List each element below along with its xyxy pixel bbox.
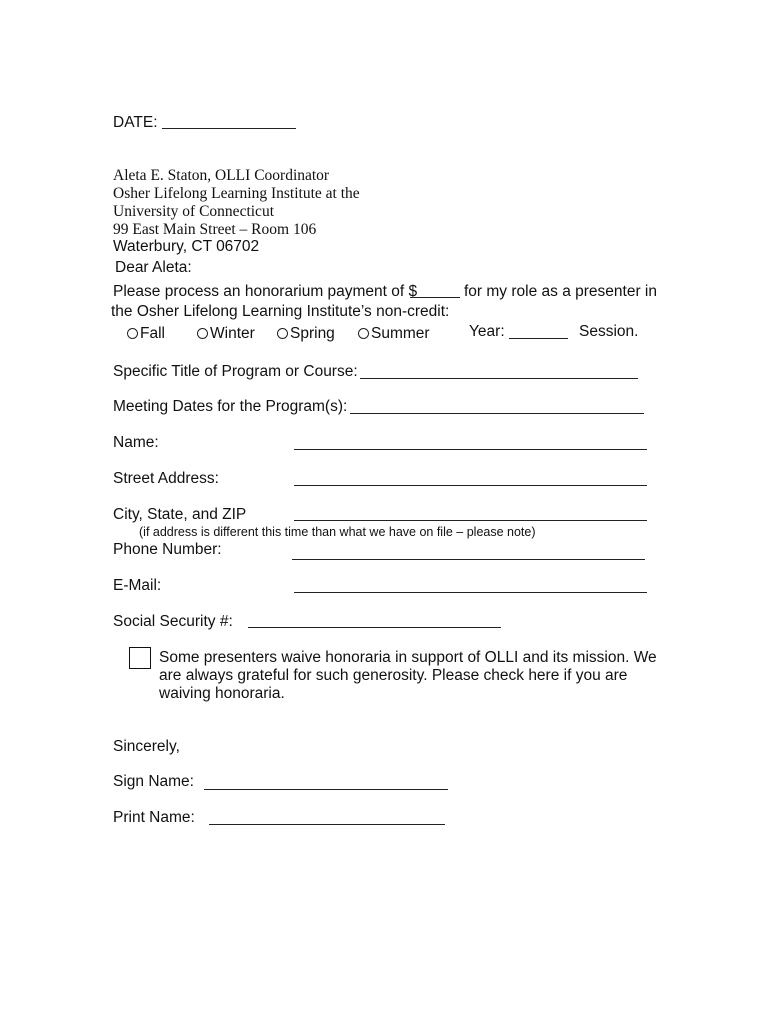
email-field[interactable] <box>294 592 647 593</box>
phone-field[interactable] <box>292 559 645 560</box>
radio-circle-icon[interactable] <box>197 328 208 339</box>
term-spring-option[interactable] <box>277 325 335 343</box>
waive-text-line-2: are always grateful for such generosity. Please check here if you are <box>159 667 628 684</box>
name-field[interactable] <box>294 449 647 450</box>
address-line-2: Osher Lifelong Learning Institute at the <box>113 185 360 202</box>
program-title-field[interactable] <box>360 378 638 379</box>
city-state-zip-field[interactable] <box>294 520 647 521</box>
salutation: Dear Aleta: <box>115 259 192 276</box>
radio-circle-icon[interactable] <box>277 328 288 339</box>
address-line-1: Aleta E. Staton, OLLI Coordinator <box>113 167 330 184</box>
street-address-field[interactable] <box>294 485 647 486</box>
year-label: Year: <box>469 323 505 340</box>
print-name-field[interactable] <box>209 824 445 825</box>
date-field[interactable] <box>162 128 296 129</box>
address-note: (if address is different this time than what we have on file – please note) <box>139 525 536 539</box>
term-label: Fall <box>140 325 165 342</box>
print-name-label: Print Name: <box>113 809 195 826</box>
term-label: Winter <box>210 325 255 342</box>
address-line-4: 99 East Main Street – Room 106 <box>113 221 317 238</box>
term-winter-option[interactable] <box>197 325 255 343</box>
waive-text-line-3: waiving honoraria. <box>159 685 285 702</box>
sign-name-label: Sign Name: <box>113 773 194 790</box>
request-line-1-start: Please process an honorarium payment of $ <box>113 283 418 300</box>
request-line-2: the Osher Lifelong Learning Institute’s non-credit: <box>111 303 450 320</box>
closing: Sincerely, <box>113 738 180 755</box>
city-state-zip-label: City, State, and ZIP <box>113 506 247 523</box>
street-address-label: Street Address: <box>113 470 219 487</box>
date-label: DATE: <box>113 114 158 131</box>
session-label: Session. <box>579 323 639 340</box>
name-label: Name: <box>113 434 159 451</box>
meeting-dates-label: Meeting Dates for the Program(s): <box>113 398 348 415</box>
address-line-5: Waterbury, CT 06702 <box>113 238 260 255</box>
request-line-1-end: for my role as a presenter in <box>464 283 657 300</box>
phone-label: Phone Number: <box>113 541 222 558</box>
term-summer-option[interactable] <box>358 325 430 343</box>
term-fall-option[interactable] <box>127 325 165 343</box>
amount-field[interactable] <box>410 297 460 298</box>
year-field[interactable] <box>509 338 568 339</box>
radio-circle-icon[interactable] <box>127 328 138 339</box>
email-label: E-Mail: <box>113 577 162 594</box>
meeting-dates-field[interactable] <box>350 413 644 414</box>
ssn-label: Social Security #: <box>113 613 233 630</box>
waive-text-line-1: Some presenters waive honoraria in support of OLLI and its mission. We <box>159 649 657 666</box>
radio-circle-icon[interactable] <box>358 328 369 339</box>
term-label: Spring <box>290 325 335 342</box>
program-title-label: Specific Title of Program or Course: <box>113 363 358 380</box>
sign-name-field[interactable] <box>204 789 448 790</box>
ssn-field[interactable] <box>248 627 501 628</box>
waive-honoraria-checkbox[interactable] <box>129 647 151 669</box>
term-label: Summer <box>371 325 430 342</box>
address-line-3: University of Connecticut <box>113 203 274 220</box>
